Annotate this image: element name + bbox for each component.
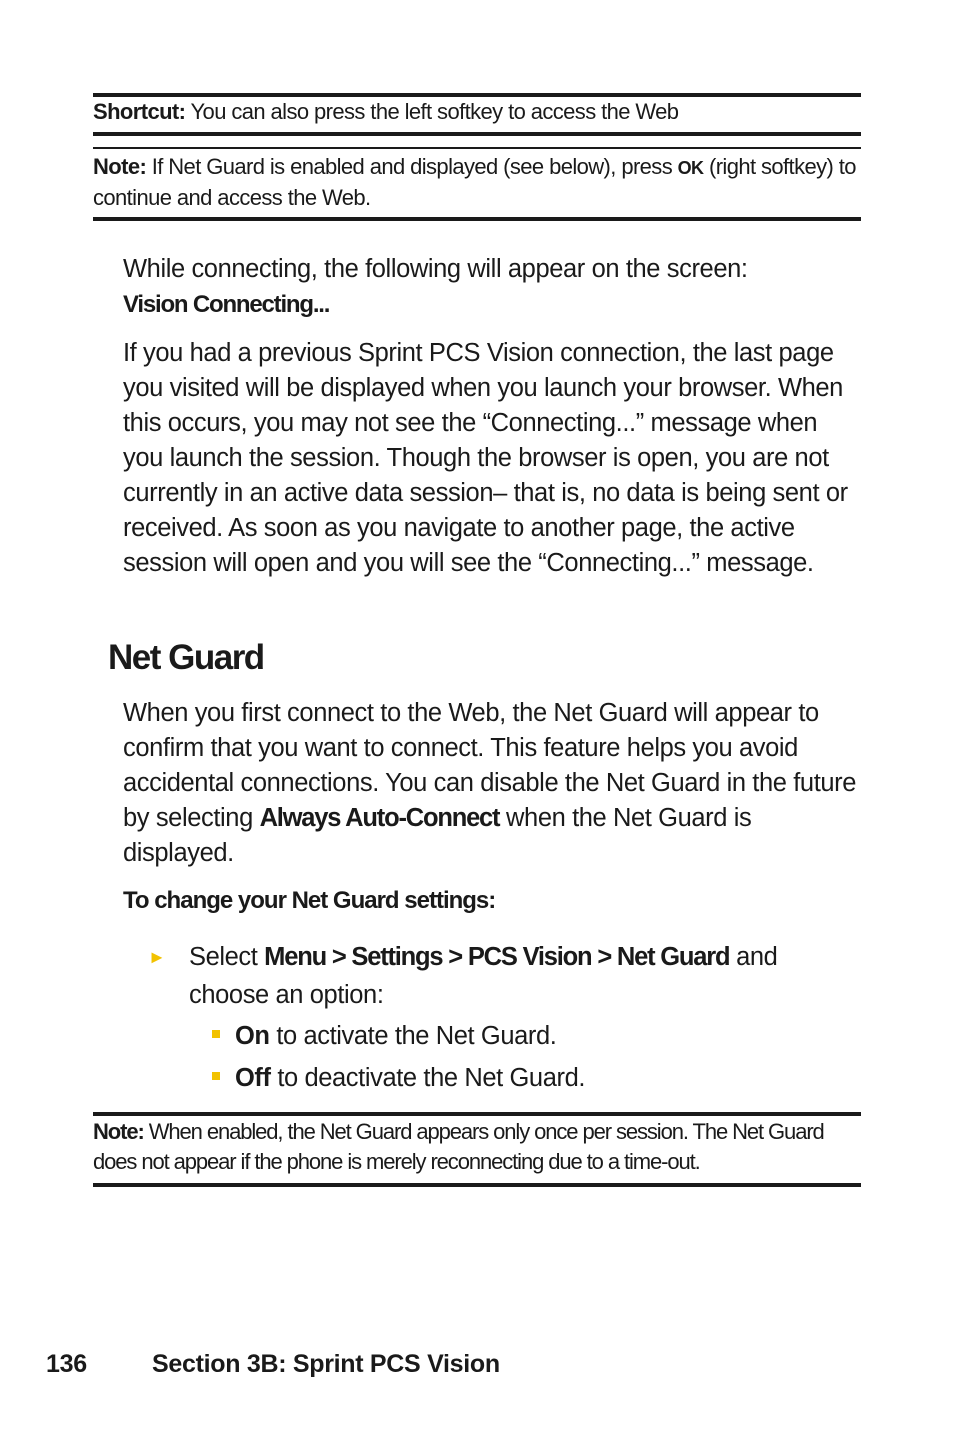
shortcut-box [93,97,861,127]
shortcut-label: Shortcut: [93,99,186,124]
previous-session-text: If you had a previous Sprint PCS Vision connection, the last page you visited will be displayed when you launch your browser. When this occurs, you may not see the “Connecting...” message when you launch the session. Though the browser is open, you are not currently in an active data session– that is, no data is being sent or received. As soon as you navigate to another page, the active session will open and you will see the “Connecting...” message. [123,339,848,577]
note1-top-rule [93,147,861,149]
connecting-message-text: Vision Connecting... [123,291,330,318]
note1-bottom-rule [93,217,861,221]
note2-text: When enabled, the Net Guard appears only once per session. The Net Guard does not appear if the phone is merely reconnecting due to a time-out. [93,1119,824,1174]
page-number: 136 [46,1350,87,1378]
note2-bottom-rule [93,1183,861,1187]
option-off-desc: to deactivate the Net Guard. [277,1064,586,1092]
section-heading: Net Guard [108,638,264,677]
footer-section-title: Section 3B: Sprint PCS Vision [152,1350,500,1378]
note1-label: Note: [93,154,147,179]
option-on-name: On [235,1022,270,1050]
step-text [189,938,849,1014]
net-guard-paragraph-text [123,696,863,871]
net-guard-paragraph-before: When you first connect to the Web, the Net Guard will appear to confirm that you want to connect. This feature helps you avoid accidental connections. You can disable the Net Guard in the future by selecting [123,699,857,832]
shortcut-bottom-rule [93,132,861,136]
note2-top-rule [93,1112,861,1116]
note2-box [93,1117,861,1177]
option-item-off [212,1059,585,1097]
step-menu-path: Menu > Settings > PCS Vision > Net Guard [264,943,730,971]
net-guard-paragraph [123,696,863,871]
procedure-title: To change your Net Guard settings: [123,887,496,914]
square-bullet-icon [212,1030,220,1038]
ok-key-label: OK [677,158,704,178]
triangle-right-icon: ► [148,947,166,967]
note1-text-after: (right softkey) to continue and access the Web. [93,154,856,210]
connecting-intro: While connecting, the following will appear on the screen: [123,255,748,283]
previous-session-paragraph [123,336,863,581]
step-prefix: Select [189,943,258,971]
step-suffix: and choose an option: [189,943,778,1009]
square-bullet-icon [212,1072,220,1080]
net-guard-paragraph-after: when the Net Guard is displayed. [123,804,752,867]
connecting-block [123,252,863,322]
note1-box [93,152,861,213]
option-off-name: Off [235,1064,271,1092]
note1-text-before: If Net Guard is enabled and displayed (see below), press [151,154,673,179]
shortcut-text: You can also press the left softkey to access the Web [190,99,679,124]
connecting-message [123,287,863,322]
option-item-on [212,1017,557,1055]
note2-label: Note: [93,1119,144,1144]
option-on-desc: to activate the Net Guard. [276,1022,557,1050]
always-auto-connect-label: Always Auto-Connect [259,804,500,832]
